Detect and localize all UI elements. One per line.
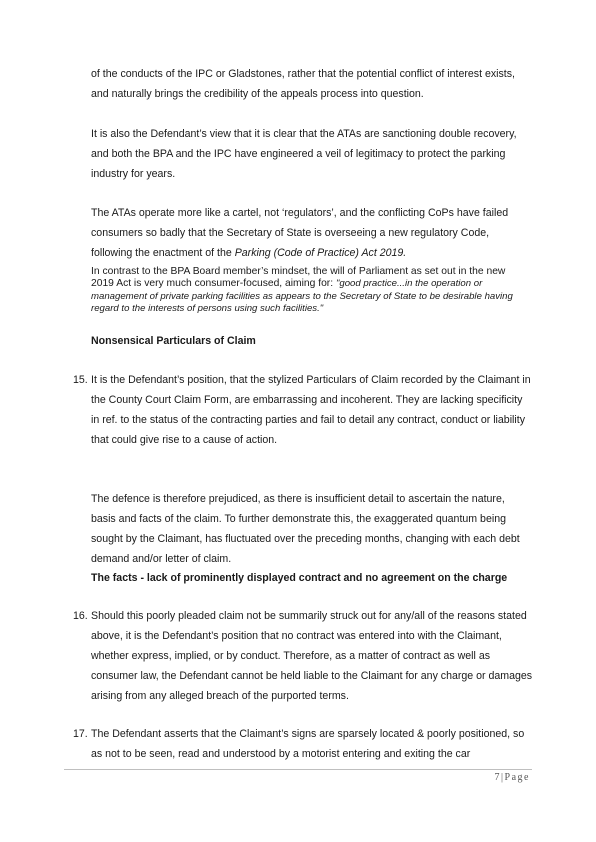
numbered-item-16 [73,606,533,706]
footer-divider [64,769,532,770]
item-17-paragraph: The Defendant asserts that the Claimant’s signs are sparsely located & poorly positioned, so as not to be seen, read and understood by a motorist entering and exiting the car [91,728,525,760]
page-separator: | [501,772,505,783]
paragraph-ata-cartel-text: The ATAs operate more like a cartel, not ‘regulators’, and the conflicting CoPs have failed consumers so badly that the Secretary of State is overseeing a new regulatory Code, following the enactment of the [91,207,509,259]
paragraph-double-recovery: It is also the Defendant’s view that it is clear that the ATAs are sanctioning double recovery, and both the BPA and the IPC have engineered a veil of legitimacy to protect the parking industry for years. [91,128,517,180]
item-16-paragraph: Should this poorly pleaded claim not be summarily struck out for any/all of the reasons stated above, it is the Defendant’s position that no contract was entered into with the Claimant, whether express, implied, or by conduct. Therefore, as a matter of contract as well as consumer law, the Defendant cannot be held liable to the Claimant for any charge or damages arising from any alleged breach of the purported terms. [91,610,533,702]
item-number: 16. [73,610,88,622]
page-number: 7 [494,772,502,783]
heading-the-facts: The facts - lack of prominently displayed contract and no agreement on the charge [91,572,508,584]
page-footer [495,772,530,783]
paragraph-conflict-of-interest: of the conducts of the IPC or Gladstones, rather that the potential conflict of interest exists, and naturally brings the credibility of the appeals process into question. [91,68,515,100]
paragraph-parliament-will-text: In contrast to the BPA Board member’s mindset, the will of Parliament as set out in the new 2019 Act is very much consumer-focused, aiming for: [91,266,506,290]
numbered-item-15 [73,370,533,450]
item-number: 15. [73,374,88,386]
act-quote: "good practice...in the operation or management of private parking facilities as appears to the Secretary of State to be desirable having regard to the interests of persons using such facilities." [91,278,513,315]
numbered-item-17 [73,724,533,764]
paragraph-ata-cartel [91,203,531,263]
heading-nonsensical-particulars: Nonsensical Particulars of Claim [91,335,256,347]
item-15-paragraph-2: The defence is therefore prejudiced, as there is insufficient detail to ascertain the nature, basis and facts of the claim. To further demonstrate this, the exaggerated quantum being sought by the Claimant, has fluctuated over the preceding months, changing with each debt demand and/or letter of claim. [91,493,520,565]
paragraph-parliament-will [91,266,531,316]
item-number: 17. [73,728,88,740]
item-15-paragraph-1: It is the Defendant’s position, that the stylized Particulars of Claim recorded by the Claimant in the County Court Claim Form, are embarrassing and incoherent. They are lacking specificity in ref. to the status of the contracting parties and fail to detail any contract, conduct or liability that could give rise to a cause of action. [91,374,531,446]
page-label: Page [504,772,530,783]
act-title: Parking (Code of Practice) Act 2019. [234,247,407,259]
